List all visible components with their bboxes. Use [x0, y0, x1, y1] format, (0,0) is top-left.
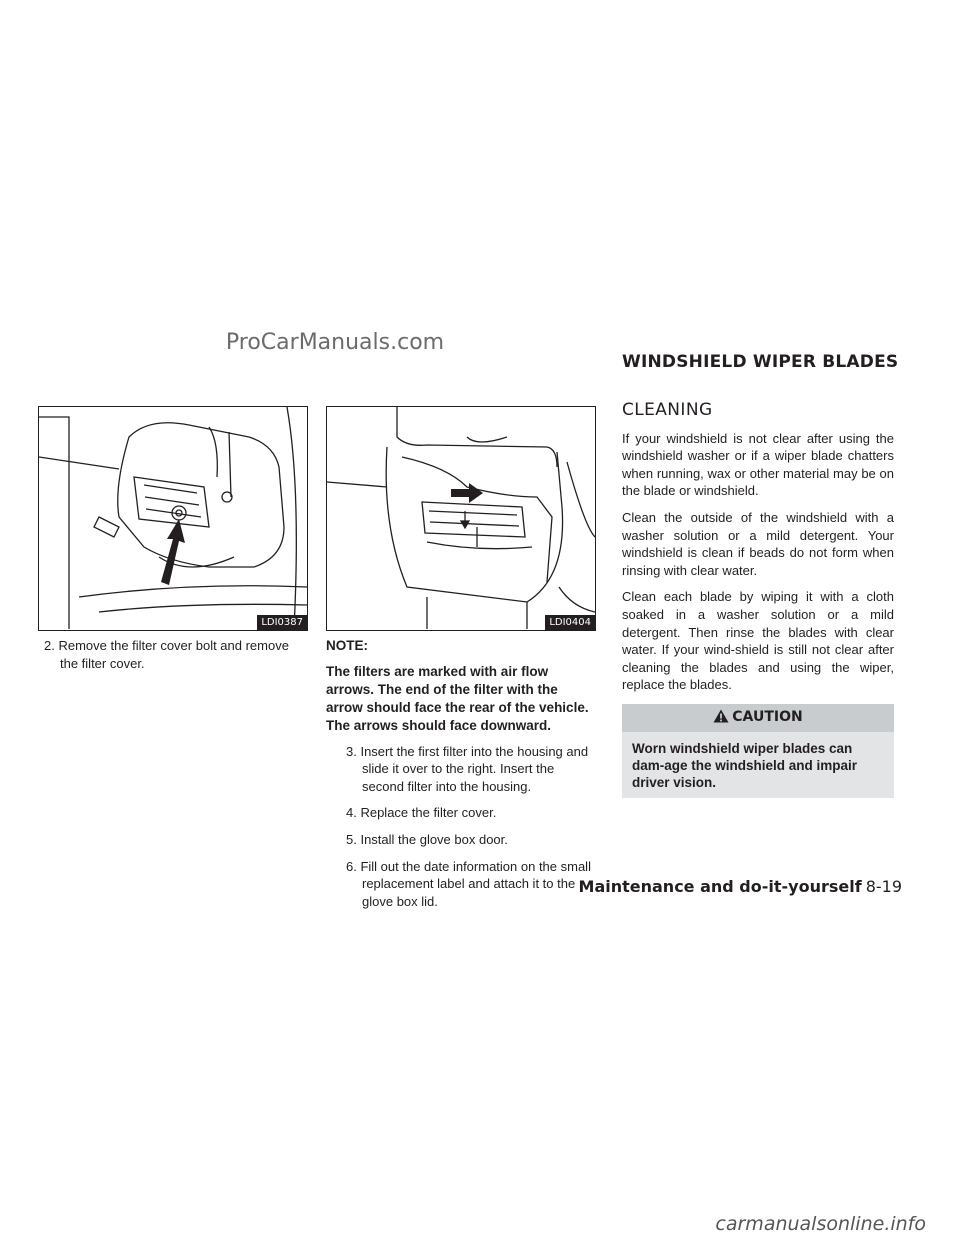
warning-icon	[713, 709, 729, 723]
cleaning-paragraph-3: Clean each blade by wiping it with a cloth soaked in a washer solution or a mild detergent. Then rinse the blades with clear water. If your wind-shield is still not clear after cleaning the blades and using the wiper, replace the blades.	[622, 589, 894, 693]
footer-section: Maintenance and do-it-yourself	[578, 877, 862, 896]
column-2	[326, 637, 598, 919]
watermark-top: ProCarManuals.com	[225, 330, 445, 355]
caution-header	[622, 704, 894, 732]
arrow-icon	[451, 483, 483, 503]
figure-label-left: LDI0387	[257, 615, 307, 630]
note-heading: NOTE:	[326, 638, 368, 653]
step-5: 5. Install the glove box door.	[346, 831, 508, 847]
page-footer	[579, 877, 902, 896]
section-title: WINDSHIELD WIPER BLADES	[622, 352, 899, 372]
step-4: 4. Replace the filter cover.	[346, 805, 497, 821]
figure-label-middle: LDI0404	[545, 615, 595, 630]
step-3: 3. Insert the first filter into the housing and slide it over to the right. Insert the second filter into the housing.	[346, 743, 589, 794]
note-body: The filters are marked with air flow arrows. The end of the filter with the arrow should face the rear of the vehicle. The arrows should face downward.	[326, 663, 589, 733]
watermark-bottom: carmanualsonline.info	[715, 1213, 926, 1235]
cleaning-paragraph-1: If your windshield is not clear after using the windshield washer or if a wiper blade chatters when running, wax or other material may be on the blade or windshield.	[622, 430, 894, 499]
figure-filter-cover-bolt	[38, 406, 308, 631]
step-6: 6. Fill out the date information on the small replacement label and attach it to the glove box lid.	[346, 858, 591, 909]
caution-title: CAUTION	[732, 708, 803, 725]
column-3	[622, 402, 894, 798]
cleaning-paragraph-2: Clean the outside of the windshield with a washer solution or a mild detergent. Your windshield is clean if beads do not form when rinsing with clear water.	[622, 509, 894, 578]
filter-insertion-illustration	[327, 407, 595, 630]
small-down-arrow-icon	[461, 511, 469, 528]
cleaning-heading: CLEANING	[622, 400, 713, 420]
filter-housing-illustration	[39, 407, 307, 630]
column-1	[38, 637, 308, 681]
caution-box	[622, 704, 894, 798]
step-2: 2. Remove the filter cover bolt and remove the filter cover.	[44, 638, 289, 671]
arrow-icon	[161, 519, 185, 585]
page-number: 8-19	[865, 877, 902, 896]
caution-text: Worn windshield wiper blades can dam-age the windshield and impair driver vision.	[632, 740, 858, 790]
figure-filter-arrows	[326, 406, 596, 631]
